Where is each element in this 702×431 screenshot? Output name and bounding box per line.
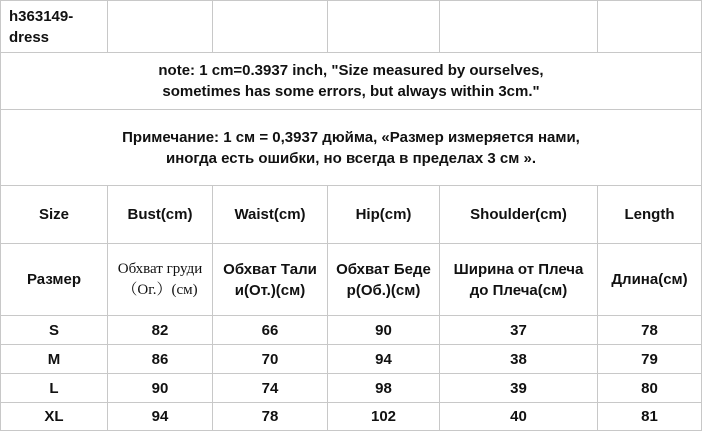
hip-value: 94: [328, 345, 440, 374]
waist-value: 66: [213, 316, 328, 345]
waist-value: 70: [213, 345, 328, 374]
header-ru-length: Длина(см): [598, 244, 702, 316]
header-ru-shoulder-line-2: до Плеча(см): [469, 281, 568, 299]
header-ru-row: [1, 244, 702, 316]
waist-value: 74: [213, 374, 328, 403]
header-ru-hip: [328, 244, 440, 316]
size-label: S: [1, 316, 108, 345]
size-label: M: [1, 345, 108, 374]
header-ru-size: Размер: [1, 244, 108, 316]
length-value: 80: [598, 374, 702, 403]
empty-cell: [108, 1, 213, 53]
empty-cell: [328, 1, 440, 53]
header-ru-bust-line-2: （Ог.）(см): [122, 281, 198, 298]
header-ru-waist-line-2: и(От.)(см): [234, 281, 306, 299]
bust-value: 90: [108, 374, 213, 403]
note-en-row: [1, 53, 702, 110]
header-ru-shoulder: [440, 244, 598, 316]
length-value: 79: [598, 345, 702, 374]
bust-value: 94: [108, 403, 213, 431]
header-ru-hip-line-1: Обхват Беде: [336, 260, 431, 278]
header-bust: Bust(cm): [108, 186, 213, 244]
note-ru-row: [1, 110, 702, 186]
size-label: XL: [1, 403, 108, 431]
note-russian-line-2: иногда есть ошибки, но всегда в пределах 3 см ».: [165, 149, 537, 167]
shoulder-value: 37: [440, 316, 598, 345]
hip-value: 102: [328, 403, 440, 431]
shoulder-value: 39: [440, 374, 598, 403]
header-hip: Hip(cm): [328, 186, 440, 244]
length-value: 81: [598, 403, 702, 431]
waist-value: 78: [213, 403, 328, 431]
table-row: [1, 374, 702, 403]
length-value: 78: [598, 316, 702, 345]
note-russian-line-1: Примечание: 1 см = 0,3937 дюйма, «Размер измеряется нами,: [122, 128, 580, 146]
hip-value: 90: [328, 316, 440, 345]
header-shoulder: Shoulder(cm): [440, 186, 598, 244]
empty-cell: [213, 1, 328, 53]
header-length: Length: [598, 186, 702, 244]
title-row: [1, 1, 702, 53]
empty-cell: [598, 1, 702, 53]
header-waist: Waist(cm): [213, 186, 328, 244]
product-code: h363149-dress: [1, 1, 108, 53]
header-ru-hip-line-2: р(Об.)(см): [346, 281, 421, 299]
header-ru-shoulder-line-1: Ширина от Плеча: [453, 260, 584, 278]
header-ru-bust-line-1: Обхват груди: [117, 260, 203, 277]
shoulder-value: 38: [440, 345, 598, 374]
header-ru-waist-line-1: Обхват Тали: [223, 260, 317, 278]
empty-cell: [440, 1, 598, 53]
shoulder-value: 40: [440, 403, 598, 431]
bust-value: 82: [108, 316, 213, 345]
table-row: [1, 403, 702, 431]
header-en-row: [1, 186, 702, 244]
header-size: Size: [1, 186, 108, 244]
table-row: [1, 345, 702, 374]
header-ru-bust: [108, 244, 213, 316]
hip-value: 98: [328, 374, 440, 403]
bust-value: 86: [108, 345, 213, 374]
note-english-line-2: sometimes has some errors, but always within 3cm.": [162, 83, 540, 100]
note-english: [1, 53, 702, 110]
table-row: [1, 316, 702, 345]
header-ru-waist: [213, 244, 328, 316]
size-label: L: [1, 374, 108, 403]
note-english-line-1: note: 1 cm=0.3937 inch, "Size measured by ourselves,: [158, 62, 544, 79]
note-russian: [1, 110, 702, 186]
